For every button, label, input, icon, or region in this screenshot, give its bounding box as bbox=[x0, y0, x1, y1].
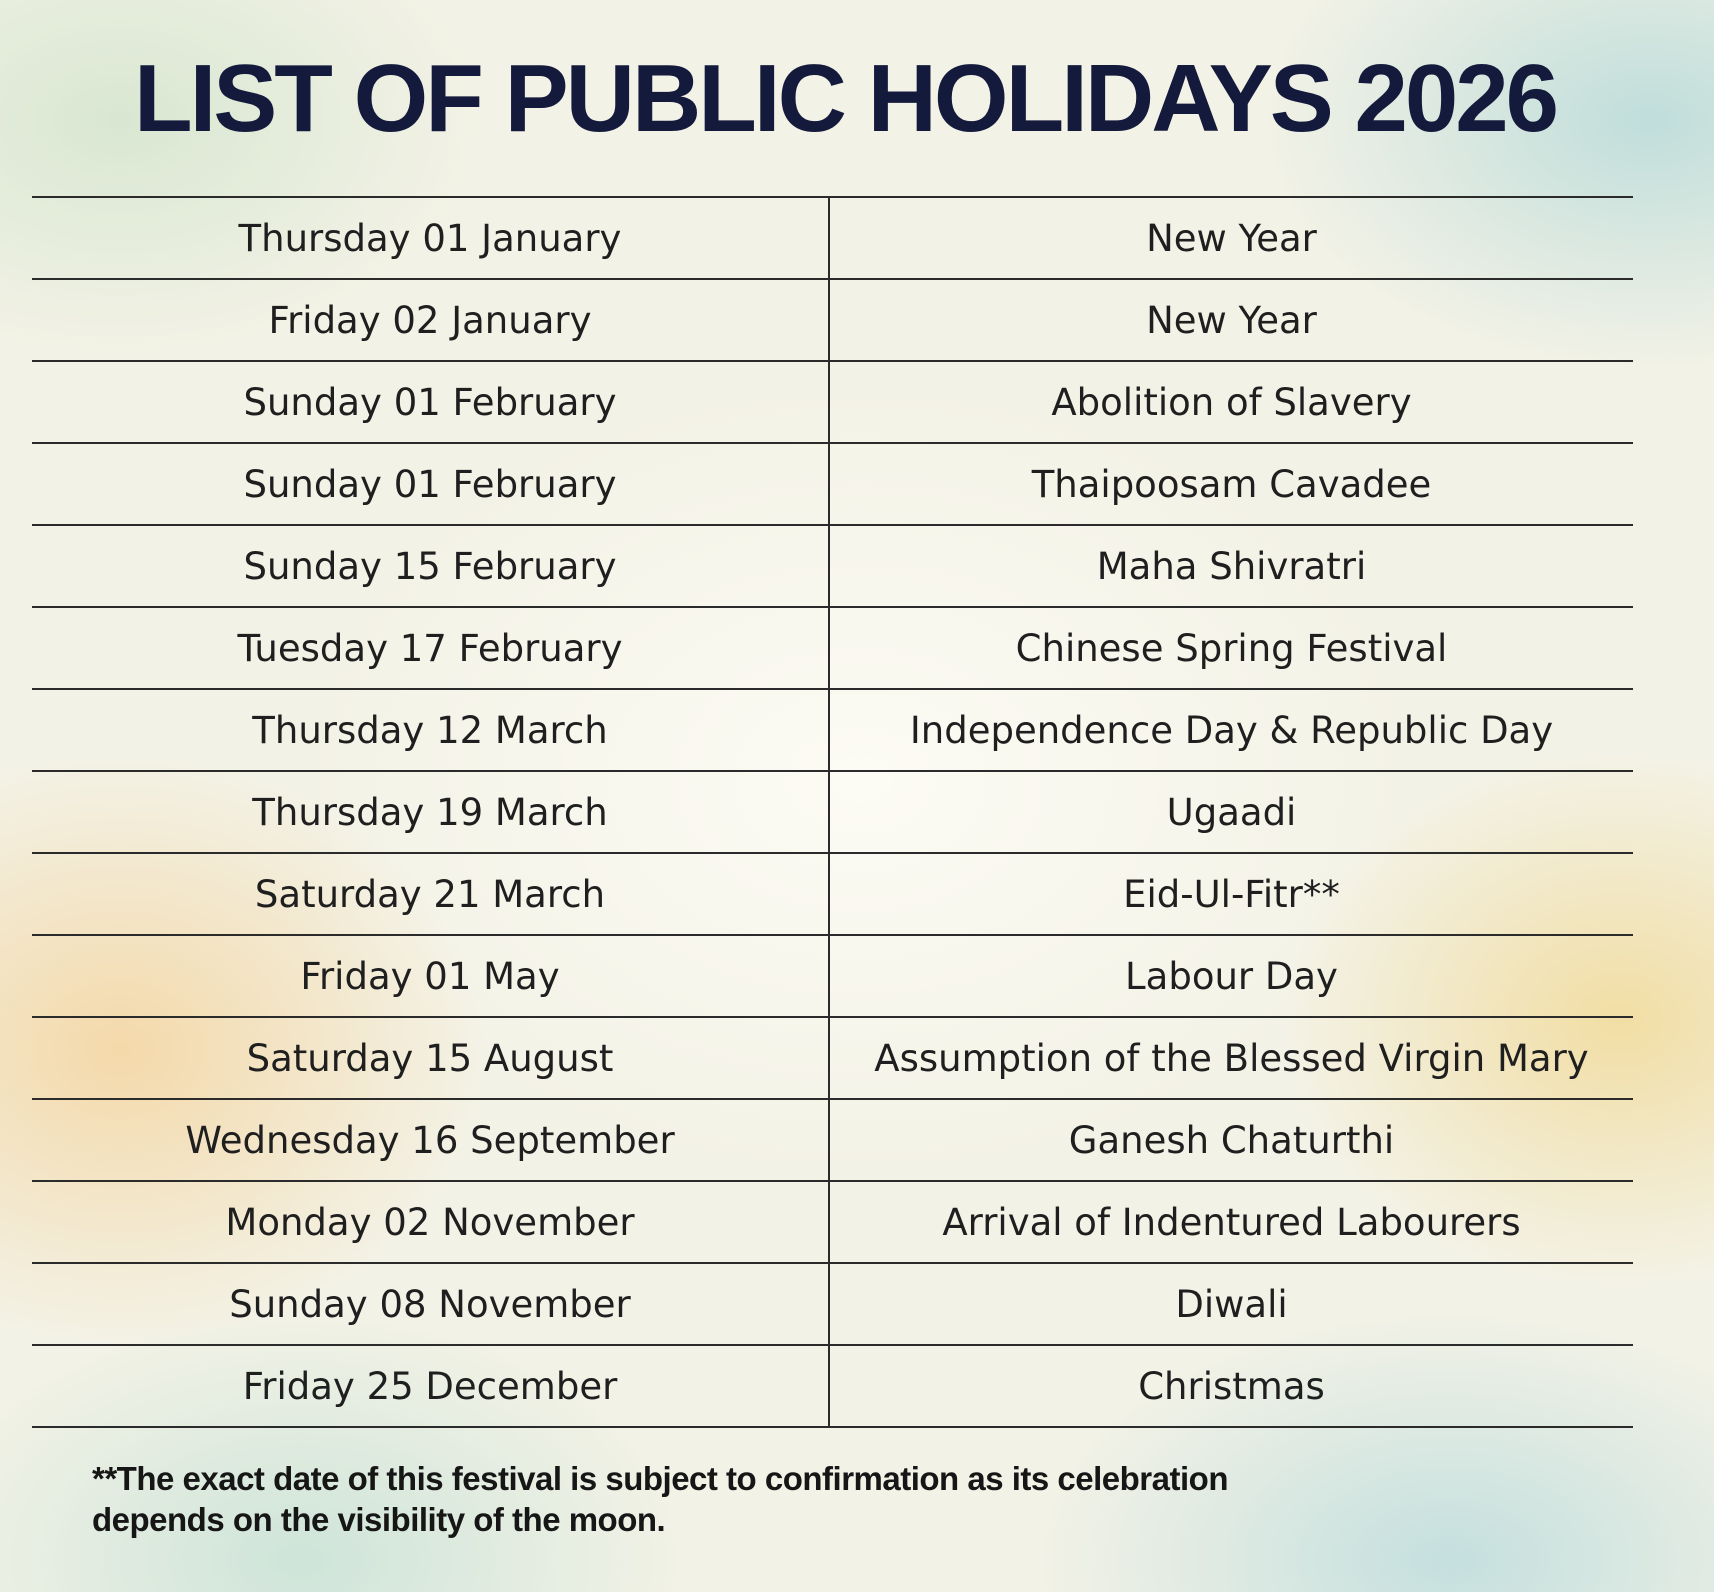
table-row bbox=[32, 1263, 1633, 1345]
table-row bbox=[32, 1017, 1633, 1099]
holiday-name: New Year bbox=[829, 197, 1633, 279]
holiday-date: Sunday 15 February bbox=[32, 525, 829, 607]
footnote-line: depends on the visibility of the moon. bbox=[92, 1501, 666, 1538]
table-row bbox=[32, 197, 1633, 279]
table-row bbox=[32, 689, 1633, 771]
page-title: LIST OF PUBLIC HOLIDAYS 2026 bbox=[133, 45, 1557, 152]
holiday-date: Saturday 21 March bbox=[32, 853, 829, 935]
holiday-date: Sunday 01 February bbox=[32, 443, 829, 525]
holiday-date: Thursday 12 March bbox=[32, 689, 829, 771]
holiday-name: Assumption of the Blessed Virgin Mary bbox=[829, 1017, 1633, 1099]
holiday-name: Abolition of Slavery bbox=[829, 361, 1633, 443]
holiday-date: Friday 25 December bbox=[32, 1345, 829, 1427]
holiday-name: Maha Shivratri bbox=[829, 525, 1633, 607]
table-row bbox=[32, 279, 1633, 361]
table-row bbox=[32, 1099, 1633, 1181]
holiday-name: Ugaadi bbox=[829, 771, 1633, 853]
holiday-name: New Year bbox=[829, 279, 1633, 361]
table-row bbox=[32, 361, 1633, 443]
holiday-name: Diwali bbox=[829, 1263, 1633, 1345]
holiday-date: Wednesday 16 September bbox=[32, 1099, 829, 1181]
holiday-date: Tuesday 17 February bbox=[32, 607, 829, 689]
table-row bbox=[32, 1345, 1633, 1427]
moon-visibility-footnote bbox=[92, 1458, 1492, 1540]
table-row bbox=[32, 607, 1633, 689]
table-row bbox=[32, 525, 1633, 607]
holiday-name: Ganesh Chaturthi bbox=[829, 1099, 1633, 1181]
holiday-date: Monday 02 November bbox=[32, 1181, 829, 1263]
holiday-date: Thursday 01 January bbox=[32, 197, 829, 279]
table-row bbox=[32, 935, 1633, 1017]
holiday-name: Labour Day bbox=[829, 935, 1633, 1017]
holiday-name: Eid-Ul-Fitr** bbox=[829, 853, 1633, 935]
holiday-name: Chinese Spring Festival bbox=[829, 607, 1633, 689]
holiday-date: Friday 01 May bbox=[32, 935, 829, 1017]
table-row bbox=[32, 1181, 1633, 1263]
table-row bbox=[32, 771, 1633, 853]
table-row bbox=[32, 443, 1633, 525]
holiday-name: Thaipoosam Cavadee bbox=[829, 443, 1633, 525]
holiday-date: Thursday 19 March bbox=[32, 771, 829, 853]
holiday-name: Arrival of Indentured Labourers bbox=[829, 1181, 1633, 1263]
holidays-table bbox=[32, 196, 1633, 1428]
holiday-name: Independence Day & Republic Day bbox=[829, 689, 1633, 771]
footnote-line: **The exact date of this festival is subject to confirmation as its celebration bbox=[92, 1460, 1228, 1497]
holiday-date: Friday 02 January bbox=[32, 279, 829, 361]
holiday-date: Sunday 01 February bbox=[32, 361, 829, 443]
holiday-name: Christmas bbox=[829, 1345, 1633, 1427]
table-row bbox=[32, 853, 1633, 935]
holiday-date: Saturday 15 August bbox=[32, 1017, 829, 1099]
holidays-table-body bbox=[32, 197, 1633, 1427]
holiday-date: Sunday 08 November bbox=[32, 1263, 829, 1345]
